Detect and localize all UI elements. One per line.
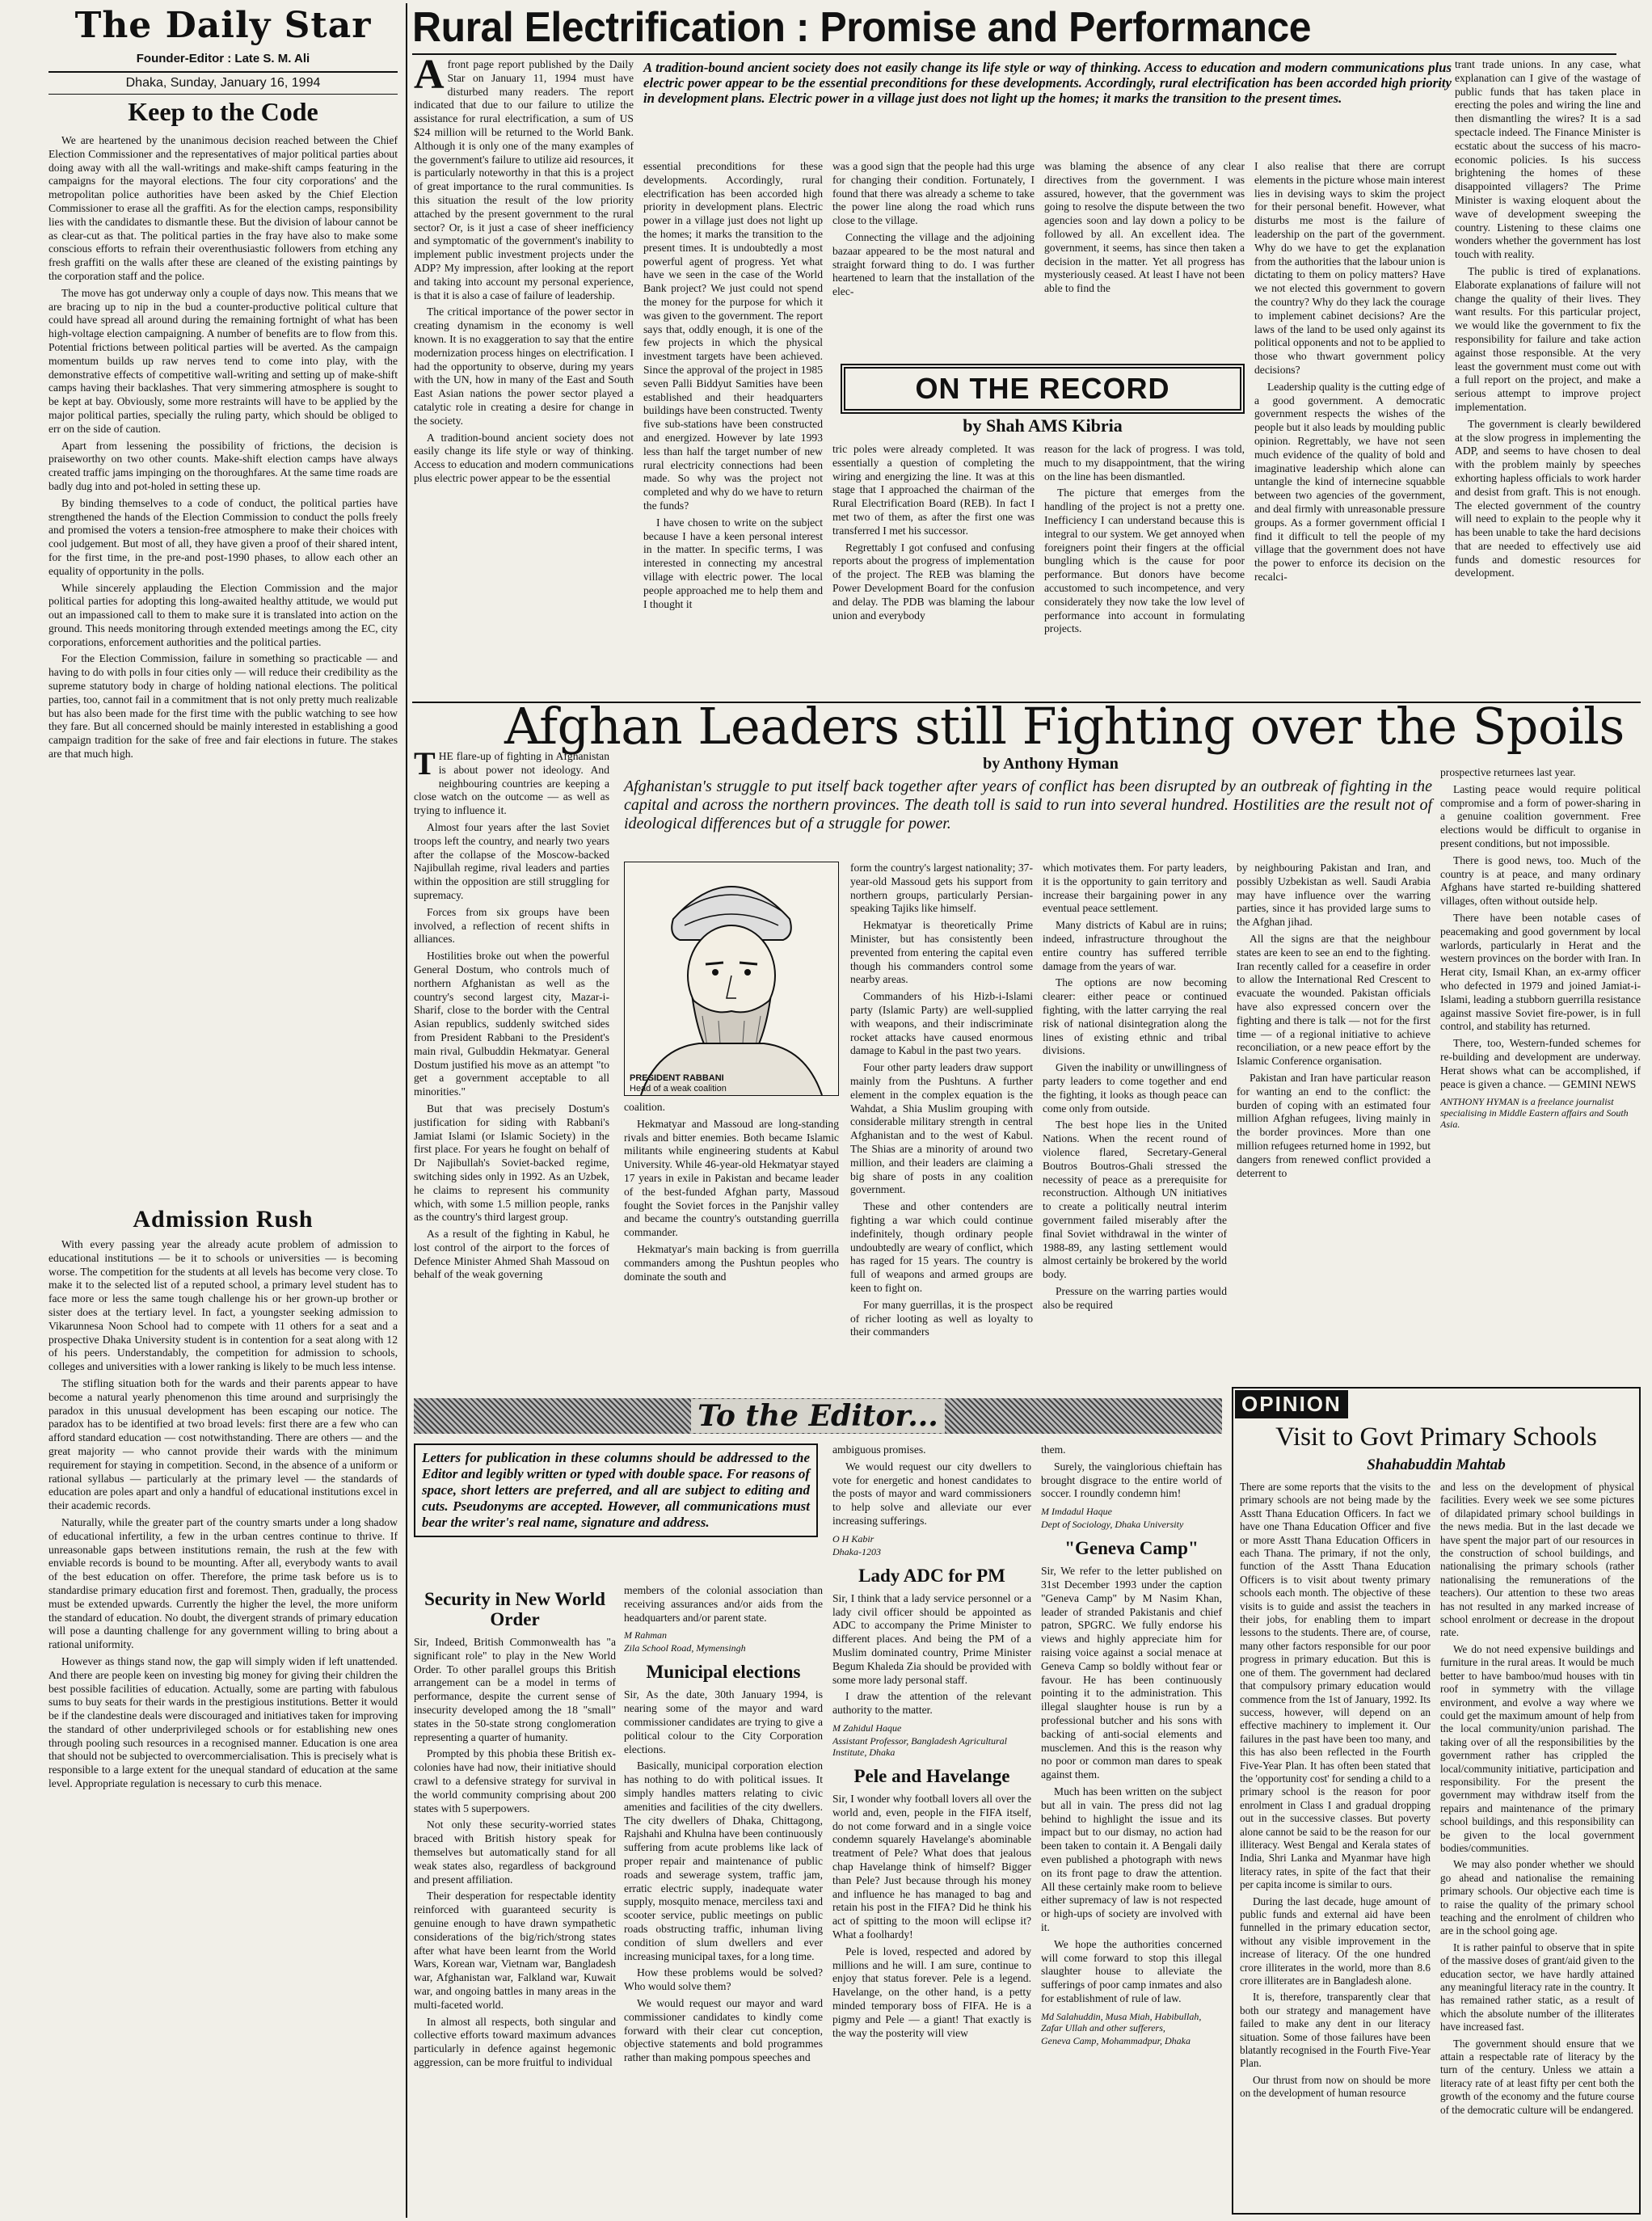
- paragraph: With every passing year the already acute problem of admission to educational institutions — be it to schools or universities — is becoming worse. The competition for the students at all levels has become very close. To make it to the selected list of a reputed school, a primary level student has to face more or less the same tough challenge his or her grown-up brother or sister does at the tertiary level. In fact, a youngster seeking admission to Vikarunnesa Noon School had to compete with 11 others for a seat and a prospective Dhaka University student is in contention for a seat along with 12 of his peers. Understandably, the competition for admission to schools, colleges and universities with a lower ranking is likely to be much less intense.: [48, 1238, 398, 1373]
- opinion-col1: [1240, 1481, 1431, 2208]
- paragraph: The stifling situation both for the wards and their parents appear to have become a natural yearly phenomenon this time around and surprisingly the paradox in this unusual development has been escaping our notice. The paradox has to be identified at two broad levels: first there are a few who can afford standard education — cost notwithstanding. There are others — and the great majority — who cannot provide their wards with the minimum requirement for staying in competition. Second, in the absence of a uniform or rational syllabus — particularly at the primary level — the standards of education are poles apart and only a handful of educational institutions excel in their academic records.: [48, 1376, 398, 1512]
- paragraph: Basically, municipal corporation election has nothing to do with political issues. It simply handles matters relating to civic amenities and facilities of the city dwellers. The city dwellers of Dhaka, Chittagong, Rajshahi and Khulna have been continuously suffering from acute problems like lack of proper repair and maintenance of public roads and sewerage system, traffic jam, erratic electric supply, inadequate water supply, mosquito menace, merciless taxi and scooter service, public meetings on public roads obstructing traffic, inhuman living condition of slum dwellers and ever increasing municipal taxes, for a long time.: [624, 1760, 823, 1962]
- author-note: ANTHONY HYMAN is a freelance journalist specialising in Middle Eastern affairs and South Asia.: [1440, 1096, 1629, 1131]
- paragraph: The government is clearly bewildered at the slow progress in implementing the ADP, and seems to have chosen to deal with the problem mainly by speeches exhorting hapless officials to work harder and desist from graft. This is not enough. The elected government of the country will need to explain to the people why it has been unable to take the hard decisions that are needed to effectively use aid funds and domestic resources for development.: [1455, 417, 1641, 579]
- letter-title: Municipal elections: [646, 1662, 801, 1683]
- editorial-admission-rush: [48, 1238, 398, 2213]
- paragraph: coalition.: [624, 1101, 665, 1113]
- paragraph: Leadership quality is the cutting edge of a good government. A democratic government respects the wishes of the people but it also leads by moulding public opinion. Regrettably, we have not seen much evidence of the quality of bold and imaginative leadership which alone can untangle the kind of internecine squabble between two agencies of the government, and deal firmly with unreasonable pressure groups. As a former government official I find it difficult to tell the people of my village that the government does not have the power to enforce its decision on the recalci-: [1254, 380, 1445, 583]
- editorial-title: Keep to the Code: [128, 97, 318, 126]
- letter-signature: O H Kabir: [832, 1532, 874, 1545]
- article1-col5: [1254, 160, 1445, 719]
- paragraph: A tradition-bound ancient society does not easily change its life style or way of thinking. Access to education and modern communications plus electric power appear to be the essential: [414, 431, 634, 484]
- paragraph: We are heartened by the unanimous decision reached between the Chief Election Commissioner and the representatives of major political parties about doing away with all the wall-writings and make-shift camps featuring in the campaigns for the mayoral elections. The four city corporations' and the metropolitan police authorities have been asked by the Chief Election Commissioner to erase all the graffiti. As for the election camps, responsibility lies with the candidates to dismantle these. But the division of labour cannot be as clear-cut as that. The political parties in the fray have also to make some conscious efforts to refrain their overenthusiastic followers from etching any fresh graffiti on the walls after these are cleaned of the existing paintings by the corporation staff and the police.: [48, 134, 398, 282]
- article1-col1: [414, 58, 634, 719]
- paragraph: By binding themselves to a code of conduct, the political parties have strengthened the hands of the Election Commission to conduct the polls freely and promised the voters a tension-free atmosphere to make their choices with cool judgement. But most of all, they have given a proof of their shared intent, for the first time, in the pre-and post-1990 phases, to allow each other an equality of opportunity in the polls.: [48, 496, 398, 577]
- paragraph: There, too, Western-funded schemes for re-building and development are underway. Herat shows what can be accomplished, if peace is given a chance. — GEMINI NEWS: [1440, 1037, 1641, 1090]
- article1-col3: [832, 160, 1035, 362]
- paragraph: The options are now becoming clearer: either peace or continued fighting, with the latter carrying the real risk of national disintegration along the lines of existing ethnic and tribal divisions.: [1043, 976, 1227, 1057]
- article1-col6: [1455, 58, 1641, 719]
- paragraph: The picture that emerges from the handling of the project is not a pretty one. Inefficiency I can understand because this is integral to our system. We get annoyed when foreigners point their fingers at the official bungling which is the cause for poor performance. But donors have become accustomed to such incompetence, and very considerately they now take the low level of performance into account in formulating projects.: [1044, 487, 1245, 635]
- paragraph: Sir, As the date, 30th January 1994, is nearing some of the mayor and ward commissioner candidates are trying to give a political colour to the City Corporation elections.: [624, 1688, 823, 1755]
- editorial2-title: Admission Rush: [48, 1206, 398, 1233]
- paragraph: I have chosen to write on the subject because I have a keen personal interest in the matter. In specific terms, I was interested in connecting my ancestral village with electric power. The local people approached me to help them and I thought it: [643, 516, 823, 610]
- paragraph: Connecting the village and the adjoining bazaar appeared to be the most natural and straight forward thing to do. I was further heartened to learn that the installation of the elec-: [832, 230, 1035, 298]
- paragraph: I draw the attention of the relevant authority to the matter.: [832, 1690, 1031, 1717]
- paragraph: Almost four years after the last Soviet troops left the country, and nearly two years after the collapse of the Moscow-backed Najibullah regime, rival leaders and parties within the opposition are still struggling for supremacy.: [414, 820, 609, 901]
- paragraph: Four other party leaders draw support mainly from the Pushtuns. A further element in the complex equation is the Wahdat, a Shia Muslim grouping with considerable military strength in central Afghanistan and to the west of Kabul. The Shias are a minority of around two million, and their leaders are claiming a big share of posts in any coalition government.: [850, 1061, 1033, 1196]
- paragraph: Our thrust from now on should be more on the development of human resource: [1240, 2073, 1431, 2100]
- paragraph: Given the inability or unwillingness of party leaders to come together and end the fighting, it looks as though peace can come only from outside.: [1043, 1061, 1227, 1115]
- paragraph: How these problems would be solved? Who would solve them?: [624, 1966, 823, 1993]
- opinion-title: Visit to Govt Primary Schools: [1275, 1422, 1597, 1452]
- paragraph: It is, therefore, transparently clear that both our strategy and management have failed to make any dent in our literacy situation. Some of those failures have been blatantly recognised in the Fourth Five-Year Plan.: [1240, 1991, 1431, 2070]
- portrait-illustration: [625, 862, 838, 1095]
- paragraph: Hostilities broke out when the powerful General Dostum, who controls much of northern Afghanistan as well as the country's second largest city, Mazar-i-Sharif, close to the border with the Central Asian republics, suddenly switched sides from President Rabbani to the President's main rival, Gulbuddin Hekmatyar. General Dostum justified his move as an attempt "to get a government acceptable to all minorities.": [414, 950, 609, 1098]
- letter-signature: M Rahman: [624, 1629, 667, 1642]
- paragraph: We do not need expensive buildings and furniture in the rural areas. It would be much better to have bamboo/mud houses with tin roof in symmetry with the village environment, and evolve a way where we could get the maximum amount of help from the local community/union parishad. The taking over of all the responsibilities by the government rather has crippled the local/community initiative, participation and responsibility. For the present the government may withdraw itself from the repairs and maintenance of the primary school buildings, and this responsibility can be given to the local government bodies/communities.: [1440, 1642, 1634, 1854]
- paragraph: The government should ensure that we attain a respectable rate of literacy by the turn of the century. Unless we attain a literacy rate of at least fifty per cent both the growth of the economy and the future course of the democratic culture will be endangered.: [1440, 2037, 1634, 2116]
- portrait-caption-text: Head of a weak coalition: [630, 1084, 727, 1094]
- letter-title: "Geneva Camp": [1064, 1538, 1199, 1559]
- paragraph: While sincerely applauding the Election Commission and the major political parties for adopting this long-awaited healthy attitude, we would put out an impassioned call to them to make sure it is translated into action on the ground. This needs monitoring through extended meetings among the EC, city corporations, enforcement authorities and the political parties.: [48, 581, 398, 648]
- paragraph: Lasting peace would require political compromise and a form of power-sharing in a genuine coalition government. Free elections would be difficult to organise in present conditions, but not impossible.: [1440, 782, 1641, 849]
- paragraph: reason for the lack of progress. I was told, much to my disappointment, that the wiring on the line has been dismantled.: [1044, 443, 1245, 483]
- paragraph: For many guerrillas, it is the prospect of richer looting as well as loyalty to their commanders: [850, 1298, 1033, 1338]
- paragraph: by neighbouring Pakistan and Iran, and possibly Uzbekistan as well. Saudi Arabia may have influence over the warring parties, since it has provided large sums to the Afghan jihad.: [1237, 862, 1431, 929]
- paragraph: Pele is loved, respected and adored by millions and he will. I am sure, continue to enjoy that status forever. Pele is a legend. Havelange, on the other hand, is a petty minded temporary boss of FIFA. He is a pigmy and Pele — a giant! That exactly is the way the posterity will view: [832, 1945, 1031, 2039]
- paragraph: We would request our mayor and ward commissioner candidates to kindly come forward with their clear cut conception, objective statements and bold programmes rather than making pompous speeches and: [624, 1996, 823, 2064]
- paragraph: There is good news, too. Much of the country is at peace, and many ordinary Afghans have started re-building shattered villages, often without outside help.: [1440, 853, 1641, 908]
- dateline: Dhaka, Sunday, January 16, 1994: [125, 76, 321, 90]
- paragraph: The public is tired of explanations. Elaborate explanations of failure will not change the quality of their lives. They want results. For this particular project, we would like the government to fix the responsibility for failure and take action against those responsible. At the very least the government must come out with a full report on the project, and make a serious attempt to improve project implementation.: [1455, 264, 1641, 413]
- paragraph: During the last decade, huge amount of public funds and external aid have been funnelled in the primary education sector, without any visible improvement in the increase of literacy. Of the one hundred crore illiterates in the world, more than 8.6 crore illiterates are in Bangladesh alone.: [1240, 1894, 1431, 1987]
- paragraph: As a result of the fighting in Kabul, he lost control of the airport to the forces of Defence Minister Ahmed Shah Massoud on behalf of the weak governing: [414, 1228, 609, 1281]
- letter-title: Security in New World Order: [424, 1589, 605, 1629]
- paragraph: trant trade unions. In any case, what explanation can I give of the wastage of public funds that has taken place in erecting the poles and wiring the line and then dismantling the wires? It is a sad spectacle indeed. The Finance Minister is ecstatic about the success of his macro-economic policies. Is his success brightening the homes of these disappointed villagers? The Prime Minister is waxing eloquent about the wave of development sweeping the country. Listening to these claims one wonders whether the government has lost touch with reality.: [1455, 58, 1641, 261]
- drop-cap: T: [414, 750, 436, 782]
- opinion-col2: [1440, 1481, 1634, 2208]
- paragraph: Hekmatyar is theoretically Prime Minister, but has consistently been prevented from entering the capital even though his commanders control some nearby areas.: [850, 919, 1033, 986]
- letters-col4: [1041, 1443, 1222, 2215]
- paragraph: It is rather painful to observe that in spite of the massive doses of grant/aid given to the education sector, we have hardly attained any meaningful literacy rate in the country. It has remained rather static, as a result of which the absolute number of the illiterates have increased fast.: [1440, 1941, 1634, 2033]
- letter-address: Dept of Sociology, Dhaka University: [1041, 1519, 1184, 1531]
- paragraph: Regrettably I got confused and confusing reports about the progress of implementation of the project. The REB was blaming the Power Development Board for the confusion and delay. The PDB was blaming the labour union and everybody: [832, 541, 1035, 622]
- letter-address: Zila School Road, Mymensingh: [624, 1642, 746, 1654]
- paragraph: and less on the development of physical facilities. Every week we see some pictures of dilapidated primary school buildings in the news media. But in the last decade we have spent the major part of our resources in the construction of school buildings, and nationalising the primary schools (rather nationalising the remunerations of the teachers). Our attention to these two areas has not resulted in any marked increase of school enrolment or decrease in the dropout rate.: [1440, 1481, 1634, 1639]
- paragraph: Apart from lessening the possibility of frictions, the decision is praiseworthy on two other counts. Make-shift election camps have always created traffic jams impinging on the thoroughfares. At the same time roads are badly dug into and pot-holed in setting these up.: [48, 439, 398, 492]
- drop-cap: A: [414, 58, 445, 98]
- editorial-keep-to-the-code: [48, 134, 398, 1274]
- paragraph: Prompted by this phobia these British ex-colonies have had now, their initiative should crawl to a defensive strategy for survival in the world community comprising about 200 states with 5 superpowers.: [414, 1747, 616, 1814]
- portrait-caption-title: PRESIDENT RABBANI: [630, 1073, 724, 1083]
- paragraph: I also realise that there are corrupt elements in the picture whose main interest lies in devising ways to skim the project for their personal benefit. However, what disturbs me most is the failure of leadership on the part of the government. Why do we have to get the explanation from the authorities that the labour union is dictating to them on policy matters? Have we not elected this government to govern the country? Why do they lack the courage to implement cabinet decisions? Are the laws of the land to be used only against its political opponents and not to be applied to those who thwart government policy decisions?: [1254, 160, 1445, 376]
- article1-col2: [643, 160, 823, 719]
- letter-title: Lady ADC for PM: [858, 1565, 1005, 1586]
- paragraph: form the country's largest nationality; 37-year-old Massoud gets his support from northern groups, particularly Persian-speaking Tajiks like himself.: [850, 862, 1033, 915]
- letters-banner-text: To the Editor...: [691, 1399, 945, 1433]
- paragraph: Naturally, while the greater part of the country smarts under a long shadow of educational infertility, a few in the urban centres continue to thrive. If unreasonable gaps between institutions remain, the rush at the few with enviable records is bound to be mounting. After all, everybody wants to avail of the best education on offer. Therefore, the prime task before us is to standardise primary education first and foremost. Then, gradually, the process must be extended upwards. Currently the higher the level, the more uniform the standard of education. No doubt, the divergent strands of primary education will pose a daunting challenge for any government willing to bring about a rational uniformity.: [48, 1515, 398, 1651]
- article1-byline: by Shah AMS Kibria: [963, 415, 1123, 436]
- paragraph: Pakistan and Iran have particular reason for wanting an end to the conflict: the burden of coping with an estimated four million Afghan refugees, living mainly in the border provinces. More than one million refugees returned home in 1992, but dangers from renewed conflict provided a deterrent to: [1237, 1071, 1431, 1179]
- paragraph: Hekmatyar and Massoud are long-standing rivals and bitter enemies. Both became Islamic militants while engineering students at Kabul University. While 46-year-old Hekmatyar stayed 17 years in exile in Pakistan and became leader of the best-funded Afghan party, Massoud fought the Soviet forces in the Panjshir valley and became the country's outstanding guerrilla commander.: [624, 1117, 839, 1239]
- article2-deck: Afghanistan's struggle to put itself back together after years of conflict has been disrupted by an outbreak of fighting in the capital and across the northern provinces. The death toll is said to run into several hundred. Hostilities are the result not of ideological differences but of a struggle for power.: [624, 778, 1432, 832]
- paragraph: We hope the authorities concerned will come forward to stop this illegal slaughter house to alleviate the sufferings of poor camp inmates and also for establishment of rule of law.: [1041, 1937, 1222, 2004]
- paragraph: We would request our city dwellers to vote for energetic and honest candidates to the posts of mayor and ward commissioners to help solve and alleviate our ever increasing sufferings.: [832, 1460, 1031, 1527]
- article2-col2: [624, 1101, 839, 1637]
- article2-byline: by Anthony Hyman: [983, 755, 1119, 773]
- paragraph: Not only these security-worried states braced with British history speak for themselves but automatically stand for all weak states also, regardless of background and present affiliation.: [414, 1819, 616, 1886]
- letters-col3: [832, 1443, 1031, 2215]
- paragraph: However as things stand now, the gap will simply widen if left unattended. And there are people keen on investing big money for giving their children the best possible facilities of education. Actually, some are parting with fabulous sums to buy seats for their wards in the prestigious institutions. Better it would be if the clandestine deals were discouraged and initiatives taken for improving the standard of other underprivileged schools or for establishing new ones through pooling such resources in a recognised manner. Education is one area that should not be subjected to overcommercialisation. This is precisely what is responsible to a large extent for the unequal standard of education at the same level. Appropriate regulation is necessary to curb this menace.: [48, 1654, 398, 1790]
- paragraph: was a good sign that the people had this urge for changing their condition. Fortunately, I found that there was already a scheme to take the power line along the road which runs close to the village.: [832, 160, 1035, 227]
- paragraph: There have been notable cases of peacemaking and good government by local warlords, particularly in Herat and the western provinces on the border with Iran. In Herat city, Ismail Khan, an ex-army officer who defected in 1979 and joined Jamiat-i-Islami, leading a stubborn guerrilla resistance against massive Soviet fire-power, is in full control, and stability has returned.: [1440, 911, 1641, 1033]
- paragraph: Their desperation for respectable identity reinforced with guaranteed security is genuine enough to have drawn sympathetic considerations of the big/rich/strong states after what have been learnt from the World Wars, Korean war, Vietnam war, Bangladesh war, Afghanistan war, Falkland war, Kuwait war, and ongoing battles in many areas in the multi-faceted world.: [414, 1890, 616, 2011]
- paragraph: Commanders of his Hizb-i-Islami party (Islamic Party) are well-supplied with weapons, and their indiscriminate rocket attacks have caused enormous damage to Kabul in the past two years.: [850, 990, 1033, 1057]
- letter-signature: Md Salahuddin, Musa Miah, Habibullah, Zafar Ullah and other sufferers,: [1041, 2010, 1202, 2033]
- paragraph: In almost all respects, both singular and collective efforts toward maximum advances particularly in defence against hegemonic aggression, can be more fruitful to individual: [414, 2015, 616, 2068]
- opinion-label: OPINION: [1235, 1390, 1348, 1418]
- letter-address: Dhaka-1203: [832, 1545, 881, 1557]
- paragraph: Sir, Indeed, British Commonwealth has "a significant role" to play in the New World Order. To other parallel groups this British arrangement can be a model in terms of performance, despite the current sense of insecurity developed among the 18 "small" states in the 50-state strong conglomeration representing a quarter of humanity.: [414, 1636, 616, 1743]
- masthead-title: The Daily Star: [74, 5, 372, 46]
- letter-signature: M Imdadul Haque: [1041, 1506, 1112, 1518]
- paragraph: them.: [1041, 1443, 1066, 1456]
- letters-col1: [414, 1584, 616, 2215]
- paragraph: prospective returnees last year.: [1440, 766, 1576, 778]
- paragraph: Forces from six groups have been involved, a reflection of recent shifts in alliances.: [414, 905, 609, 946]
- paragraph: Much has been written on the subject but all in vain. The press did not lag behind to highlight the issue and its impact but to our dismay, no action had been taken to contain it. A Bengali daily even published a photograph with news on its front page to draw the attention. All these certainly make room to believe either supremacy of law is not respected or high-ups of society are involved with it.: [1041, 1785, 1222, 1933]
- article1-deck: A tradition-bound ancient society does not easily change its life style or way of thinking. Access to education and modern communications plus electric power appear to be the essential preconditions for these developments. Accordingly, rural electrification has been accorded high priority in development plans. Electric power in a village just does not light up the homes; it marks the transition to the present times.: [643, 60, 1452, 106]
- paragraph: There are some reports that the visits to the primary schools are not being made by the Asstt Thana Education Officers. In fact we have one Thana Education Officer and five or more Asstt Thana Education Officers in each Thana. The primary, if not the only, function of the Asstt Thana Education Officers is to visit about twenty primary schools each month. The objective of these visits is to guide and assist the teachers in their jobs, for enabling them to impart lessons to the students. There are, of course, many other factors responsible for our poor progress in primary education. But this is one of them. The government had declared that compulsory primary education would commence from the 1st of January, 1992. Its success, however, will depend on an effective machinery to implement it. Our failures in the past have been too many, and this has also been reflected in the Fourth Five-Year Plan. It has often been stated that the 'opportunity cost' for sending a child to a primary school is the reason for poor enrolment in Class I and gradual dropping out in the successive classes. But poverty alone cannot be said to be the reason for our illiteracy. West Bengal and Kerala states of India, Shri Lanka and Myanmar have high literacy rates, in spite of the fact that their per capita income is similar to ours.: [1240, 1481, 1431, 1891]
- paragraph: Sir, We refer to the letter published on 31st December 1993 under the caption "Geneva Camp" by M Nasim Khan, leader of stranded Pakistanis and chief patron, SPGRC. We fully endorse his views and highly appreciate him for raising voice against a social menace at Geneva Camp so boldly without fear or favour. He has been continuously pointing it to the administration. This illegal slaughter house is run by a professional butcher and his sons with backing of anti-social elements and musclemen. And this is the reason why no poor or common man dares to speak against them.: [1041, 1565, 1222, 1781]
- paragraph: tric poles were already completed. It was essentially a question of completing the wiring and energizing the line. It was at this stage that I approached the chairman of the Rural Electrification Board (REB). In fact I met two of them, as after the first one was transferred I met his successor.: [832, 443, 1035, 537]
- article1-col3b: [832, 443, 1035, 719]
- paragraph: Surely, the vainglorious chieftain has brought disgrace to the entire world of soccer. I roundly condemn him!: [1041, 1460, 1222, 1500]
- paragraph: But that was precisely Dostum's justification for siding with Rabbani's Jamiat Islami (or Islamic Society) in the first place. For years he fought on behalf of Dr Najibullah's Soviet-backed regime, switching sides only in 1992. As an Uzbek, he claims to represent his community which, with some 1.5 million people, ranks as the country's third largest group.: [414, 1102, 609, 1224]
- headline-rural-electrification: Rural Electrification : Promise and Performance: [412, 4, 1312, 51]
- on-the-record-label: ON THE RECORD: [841, 364, 1245, 414]
- letters-banner: [414, 1398, 1222, 1434]
- paragraph: which motivates them. For party leaders, it is the opportunity to gain territory and increase their bargaining power in any eventual peace settlement.: [1043, 862, 1227, 915]
- paragraph: front page report published by the Daily Star on January 11, 1994 must have disturbed many readers. The report indicated that due to our failure to utilize the assistance for rural electrification, a sum of US $24 million will be returned to the World Bank. Although it is only one of the many examples of the government's failure to utilize aid resources, it is particularly noteworthy in that this is a project of great importance to the rural communities. Is this situation the result of the low priority attached by the present government to the rural sector? Or, is it just a case of sheer inefficiency and symptomatic of the government's inability to implement public investment projects under the ADP? My impression, after looking at the report and taking into account my personal experience, is that it is also a case of failure of leadership.: [414, 58, 634, 301]
- letters-col2: [624, 1584, 823, 2215]
- letter-address: Geneva Camp, Mohammadpur, Dhaka: [1041, 2034, 1191, 2046]
- article2-col5: [1440, 766, 1641, 1380]
- rabbani-portrait: [624, 862, 839, 1096]
- article1-col4: [1044, 160, 1245, 362]
- letter-signature: M Zahidul Haque: [832, 1722, 902, 1734]
- article1-col4b: [1044, 443, 1245, 719]
- paragraph: We may also ponder whether we should go ahead and nationalise the remaining primary schools. Our objective each time is to raise the quality of the primary school teaching and the enrolment of children who are in the school going age.: [1440, 1858, 1634, 1937]
- headline-afghan-leaders: Afghan Leaders still Fighting over the Spoils: [504, 697, 1625, 756]
- paragraph: ambiguous promises.: [832, 1443, 926, 1456]
- paragraph: was blaming the absence of any clear directives from the government. I was assured, however, that the government was going to resolve the dispute between the two agencies soon and lay down a policy to be followed by all. An excellent idea. The government, it seems, has since then taken a decision in the matter. Yet all progress has mysteriously ceased. At least I have not been able to find the: [1044, 160, 1245, 295]
- letters-notice: Letters for publication in these columns should be addressed to the Editor and legibly written or typed with double space. For reasons of space, short letters are preferred, and all are subject to editing and cuts. Pseudonyms are accepted. However, all communications must bear the writer's real name, signature and address.: [414, 1443, 818, 1537]
- paragraph: These and other contenders are fighting a war which could continue indefinitely, though ordinary people undoubtedly are weary of conflict, which has raged for 15 years. The country is full of weapons and armed groups are keen to fight on.: [850, 1200, 1033, 1294]
- paragraph: essential preconditions for these developments. Accordingly, rural electrification has been accorded high priority in development plans. Electric power in a village just does not light up the homes; it marks the transition to the present times. It is undoubtedly a most powerful agent of progress. Yet what have we seen in the case of the World Bank project? We just could not spend the money for the purpose for which it was given to the government. The report says that, oddly enough, it is one of the few projects in which the physical investment targets have been achieved. Since the approval of the project in 1985 seven Palli Biddyut Samities have been established and their headquarters buildings have been constructed. Twenty five sub-stations have been constructed and energized. However by late 1993 less than half the target number of new rural electricity connections had been made. So why was the project not completed and why do we have to return the funds?: [643, 160, 823, 512]
- paragraph: For the Election Commission, failure in something so practicable — and having to do with polls in four cities only — will reduce their credibility as the supreme statutory body in charge of holding national elections. The political parties, too, cannot fail in a commitment that is not only pretty much realizable but has also been made for the first time with the public watching to see how they fare. But all concerned should be mainly interested in establishing a good campaign tradition for the sake of free and fair elections in future. The stakes are that much high.: [48, 652, 398, 761]
- paragraph: Sir, I wonder why football lovers all over the world and, even, people in the FIFA itself, do not come forward and in a single voice condemn squarely Havelange's abominable treatment of Pele? What does that jealous chap Havelange think of himself? Bigger than Pele? Just because through his money and influence he has managed to bag and retain his post in the FIFA? Did he think his act of spitting to the moon will eclipse it? What a foolhardy!: [832, 1792, 1031, 1941]
- paragraph: The best hope lies in the United Nations. When the recent round of violence flared, Secretary-General Boutros Boutros-Ghali stressed the necessity of peace as a prerequisite for reconstruction. Although UN initiatives to create a politically neutral interim government failed miserably after the final Soviet withdrawal in the winter of 1988-89, any lasting settlement would almost certainly be brokered by the world body.: [1043, 1119, 1227, 1281]
- paragraph: All the signs are that the neighbour states are keen to see an end to the fighting. Iran recently called for a ceasefire in order to allow the International Red Crescent to evacuate the wounded. Pakistan officials have also expressed concern over the fighting and there is talk — not for the first time — of a regional initiative to achieve reconciliation, or a new peace effort by the Islamic Conference organisation.: [1237, 932, 1431, 1068]
- founder-line: Founder-Editor : Late S. M. Ali: [136, 52, 310, 65]
- paragraph: Hekmatyar's main backing is from guerrilla commanders among the Pushtun peoples who dominate the south and: [624, 1242, 839, 1283]
- paragraph: The critical importance of the power sector in creating dynamism in the economy is well known. It is no exaggeration to say that the entire modernization process hinges on electrification. I had the opportunity to observe, during my years with the UN, how in many of the East and South East Asian nations the power sector played a catalytic role in creating a desire for change in the society.: [414, 306, 634, 427]
- paragraph: HE flare-up of fighting in Afghanistan is about power not ideology. And neighbouring countries are keeping a close watch on the outcome — as well as trying to influence it.: [414, 750, 609, 817]
- paragraph: Many districts of Kabul are in ruins; indeed, infrastructure throughout the entire country has suffered terrible damage from the years of war.: [1043, 919, 1227, 972]
- opinion-byline: Shahabuddin Mahtab: [1367, 1456, 1506, 1473]
- paragraph: members of the colonial association than receiving assurances and/or aids from the headquarters and/or parent state.: [624, 1584, 823, 1624]
- paragraph: Pressure on the warring parties would also be required: [1043, 1284, 1227, 1311]
- paragraph: Sir, I think that a lady service personnel or a lady civil officer should be appointed as ADC to accompany the Prime Minister to different places. And being the PM of a Muslim dominated country, Prime Minister Begum Khaleda Zia should be provided with some more lady personal staff.: [832, 1591, 1031, 1686]
- letter-title: Pele and Havelange: [853, 1765, 1010, 1786]
- paragraph: The move has got underway only a couple of days now. This means that we are bracing up to nip in the bud a counter-productive political culture that could have spread all around during the remaining fortnight of what has been high-voltage election campaigning. A number of benefits are to flow from this. Potential frictions between political parties will be averted. As the campaign momentum builds up raw nerves tend to come into play, with the demonstrative effects of competitive wall-writing and setting up of make-shift camps having their backlashes. That very simmering atmosphere is sought to be kept at bay. Obviously, some more restraints will have to be applied by the major political parties, specially the ruling party, which should be obliged to err on the side of caution.: [48, 286, 398, 435]
- letter-address: Assistant Professor, Bangladesh Agricultural Institute, Dhaka: [832, 1734, 1008, 1758]
